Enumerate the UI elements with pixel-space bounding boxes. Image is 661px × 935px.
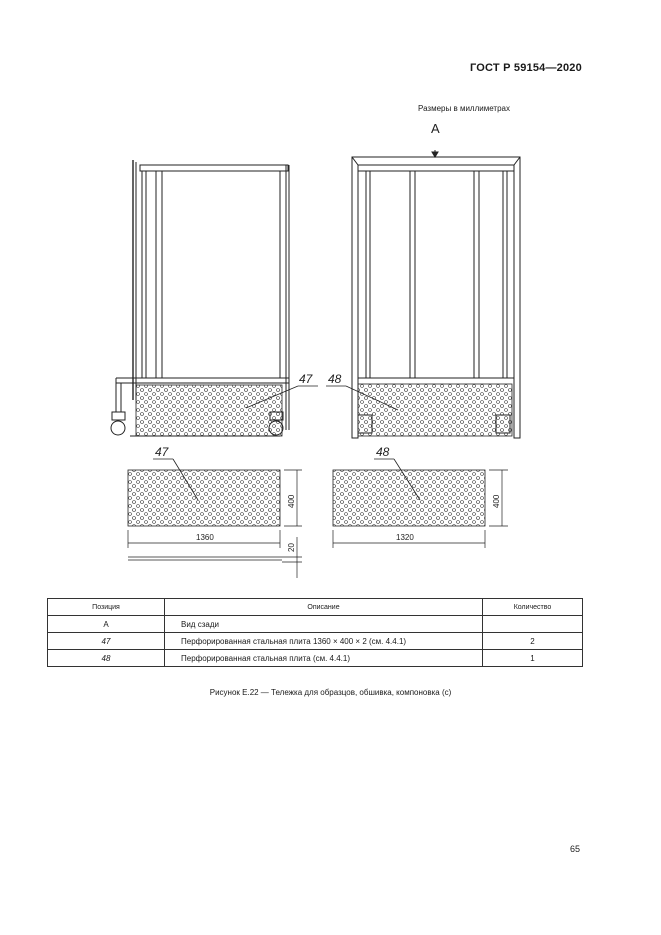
row-position: 48 — [48, 650, 165, 667]
document-code: ГОСТ Р 59154—2020 — [470, 62, 582, 74]
header-position: Позиция — [48, 599, 165, 616]
row-quantity: 1 — [483, 650, 583, 667]
table-header-row — [48, 599, 583, 616]
row-position: A — [48, 616, 165, 633]
row-description: Вид сзади — [165, 616, 483, 633]
view-label-a: A — [431, 121, 440, 136]
dim-gap: 20 — [287, 543, 296, 552]
dim-height-47: 400 — [287, 494, 296, 508]
detail-plate-48 — [333, 470, 485, 526]
svg-text:48: 48 — [328, 372, 342, 386]
right-perforated-plate — [358, 384, 512, 436]
figure-caption: Рисунок Е.22 — Тележка для образцов, обшивка, компоновка (с) — [209, 688, 452, 697]
dim-width-48: 1320 — [396, 533, 414, 542]
table-row — [48, 633, 583, 650]
dimensions-note: Размеры в миллиметрах — [418, 104, 510, 113]
table-row — [48, 616, 583, 633]
svg-text:47: 47 — [155, 445, 169, 459]
row-quantity: 2 — [483, 633, 583, 650]
dim-width-47: 1360 — [196, 533, 214, 542]
header-quantity: Количество — [483, 599, 583, 616]
detail-plate-47 — [128, 470, 280, 526]
parts-table — [47, 598, 583, 667]
table-row — [48, 650, 583, 667]
svg-text:47: 47 — [299, 372, 313, 386]
row-description: Перфорированная стальная плита 1360 × 400 × 2 (см. 4.4.1) — [165, 633, 483, 650]
dim-height-48: 400 — [492, 494, 501, 508]
page-number: 65 — [570, 844, 581, 854]
row-quantity — [483, 616, 583, 633]
row-position: 47 — [48, 633, 165, 650]
header-description: Описание — [165, 599, 483, 616]
svg-text:48: 48 — [376, 445, 390, 459]
row-description: Перфорированная стальная плита (см. 4.4.1) — [165, 650, 483, 667]
left-perforated-plate — [136, 385, 282, 436]
